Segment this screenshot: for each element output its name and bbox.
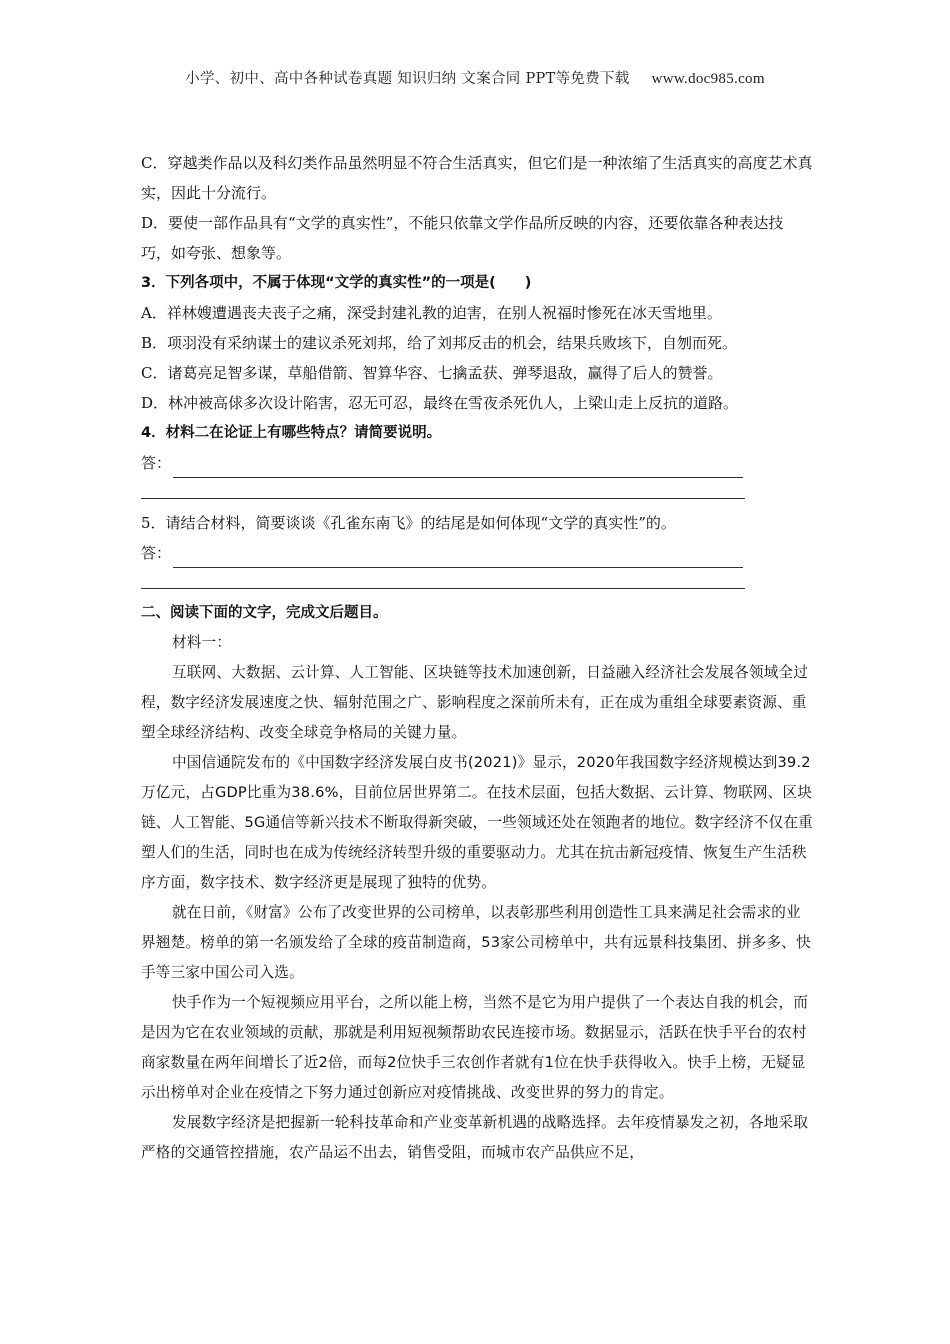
q5-answer-rule[interactable]	[173, 546, 743, 568]
q4-stem: 4．材料二在论证上有哪些特点？请简要说明。	[141, 425, 442, 441]
q5-stem: 5．请结合材料，简要谈谈《孔雀东南飞》的结尾是如何体现“文学的真实性”的。	[141, 514, 676, 532]
q4-answer-label: 答：	[141, 454, 172, 472]
q3-option-a: A．祥林嫂遭遇丧夫丧子之痛，深受封建礼教的迫害，在别人祝福时惨死在冰天雪地里。	[141, 304, 722, 322]
q3-stem: 3．下列各项中，不属于体现“文学的真实性”的一项是( )	[141, 275, 532, 291]
q4-answer-line[interactable]	[141, 448, 813, 478]
header-text: 小学、初中、高中各种试卷真题 知识归纳 文案合同 PPT等免费下载	[185, 71, 630, 87]
q3-option-b: B．项羽没有采纳谋士的建议杀死刘邦，给了刘邦反击的机会，结果兵败垓下，自刎而死。	[141, 334, 738, 352]
q2-option-d: D．要使一部作品具有“文学的真实性”，不能只依靠文学作品所反映的内容，还要依靠各种表达技巧，如夸张、想象等。	[141, 214, 784, 262]
q3-option-c: C．诸葛亮足智多谋，草船借箭、智算华容、七擒孟获、弹琴退敌，赢得了后人的赞誉。	[141, 364, 723, 382]
q5-answer-label: 答：	[141, 544, 172, 562]
q5-answer-rule-2[interactable]	[141, 568, 813, 598]
material-paragraph-5: 发展数字经济是把握新一轮科技革命和产业变革新机遇的战略选择。去年疫情暴发之初，各地采取严格的交通管控措施，农产品运不出去，销售受阻，而城市农产品供应不足，	[141, 1114, 809, 1161]
page-header	[0, 67, 950, 88]
q2-option-c: C．穿越类作品以及科幻类作品虽然明显不符合生活真实，但它们是一种浓缩了生活真实的高度艺术真实，因此十分流行。	[141, 154, 813, 202]
q4-answer-rule[interactable]	[173, 456, 743, 478]
material-paragraph-1: 互联网、大数据、云计算、人工智能、区块链等技术加速创新，日益融入经济社会发展各领域全过程，数字经济发展速度之快、辐射范围之广、影响程度之深前所未有，正在成为重组全球要素资源、重塑全球经济结构、改变全球竞争格局的关键力量。	[141, 664, 809, 741]
header-url[interactable]: www.doc985.com	[651, 71, 765, 87]
section2-title: 二、阅读下面的文字，完成文后题目。	[141, 605, 388, 621]
material-paragraph-2: 中国信通院发布的《中国数字经济发展白皮书(2021)》显示，2020年我国数字经济规模达到39.2万亿元，占GDP比重为38.6%，目前位居世界第二。在技术层面，包括大数据、云计算、物联网、区块链、人工智能、5G通信等新兴技术不断取得新突破，一些领域还处在领跑者的地位。数字经济不仅在重塑人们的生活，同时也在成为传统经济转型升级的重要驱动力。尤其在抗击新冠疫情、恢复生产生活秩序方面，数字技术、数字经济更是展现了独特的优势。	[141, 754, 813, 891]
q3-option-d: D．林冲被高俅多次设计陷害，忍无可忍，最终在雪夜杀死仇人，上梁山走上反抗的道路。	[141, 394, 739, 412]
material-paragraph-3: 就在日前，《财富》公布了改变世界的公司榜单，以表彰那些利用创造性工具来满足社会需求的业界翘楚。榜单的第一名颁发给了全球的疫苗制造商，53家公司榜单中，共有远景科技集团、拼多多、快手等三家中国公司入选。	[141, 904, 811, 981]
q4-answer-rule-2[interactable]	[141, 478, 813, 508]
material-label: 材料一：	[172, 634, 232, 651]
material-paragraph-4: 快手作为一个短视频应用平台，之所以能上榜，当然不是它为用户提供了一个表达自我的机会，而是因为它在农业领域的贡献，那就是利用短视频帮助农民连接市场。数据显示，活跃在快手平台的农村商家数量在两年间增长了近2倍，而每2位快手三农创作者就有1位在快手获得收入。快手上榜，无疑显示出榜单对企业在疫情之下努力通过创新应对疫情挑战、改变世界的努力的肯定。	[141, 994, 809, 1101]
q5-answer-line[interactable]	[141, 538, 813, 568]
document-body	[141, 148, 813, 1168]
